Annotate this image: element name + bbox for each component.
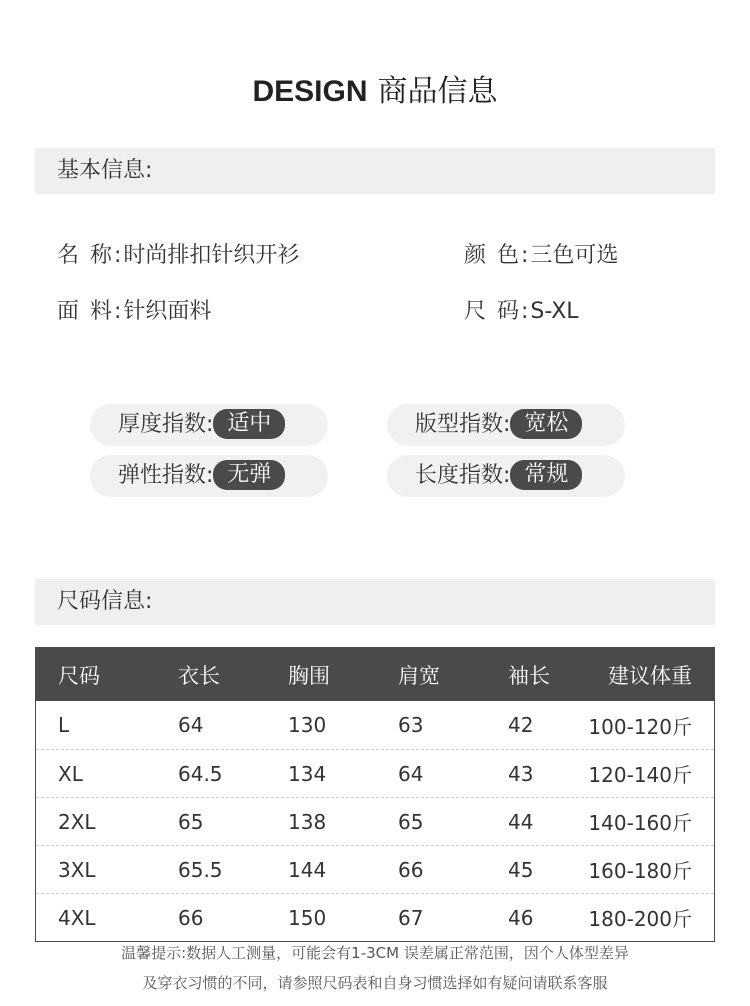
cell-bust: 144 [288,857,327,882]
cell-weight: 160-180斤 [588,859,692,883]
header-size: 尺码 [58,663,100,688]
size-info-heading: 尺码信息: [35,579,715,625]
cell-bust: 134 [288,761,327,786]
cell-shoulder: 65 [398,809,424,834]
info-size-value: S-XL [530,299,579,324]
info-name-key: 名 称: [57,243,124,268]
table-row [36,701,714,749]
index-thickness [90,404,328,446]
table-row [36,797,714,845]
info-name-value: 时尚排扣针织开衫 [123,243,300,268]
index-thickness-label: 厚度指数: [118,412,214,437]
cell-sleeve: 43 [508,761,534,786]
info-size-key: 尺 码: [464,299,531,324]
header-length: 衣长 [178,663,220,688]
cell-shoulder: 66 [398,857,424,882]
cell-weight: 120-140斤 [588,763,692,787]
index-elasticity-tag: 无弹 [213,460,285,490]
index-fit-label: 版型指数: [415,412,511,437]
title-cn: 商品信息 [377,74,498,109]
cell-size: XL [58,761,83,786]
info-color [464,238,618,269]
cell-weight: 180-200斤 [588,907,692,931]
index-length-tag: 常规 [510,460,582,490]
cell-shoulder: 63 [398,713,424,737]
cell-bust: 150 [288,905,327,930]
cell-weight: 140-160斤 [588,811,692,835]
info-fabric-value: 针织面料 [123,299,212,324]
table-row [36,749,714,797]
info-color-key: 颜 色: [464,243,531,268]
header-weight: 建议体重 [608,663,692,688]
cell-length: 65.5 [178,857,223,882]
cell-length: 66 [178,905,204,930]
note-line-1: 温馨提示:数据人工测量，可能会有1-3CM 误差属正常范围，因个人体型差异 [121,944,629,962]
info-fabric [57,294,211,325]
cell-size: L [58,713,70,737]
cell-length: 64.5 [178,761,223,786]
index-elasticity-label: 弹性指数: [118,463,214,488]
header-sleeve: 袖长 [508,663,550,688]
table-row [36,845,714,893]
cell-size: 4XL [58,905,96,930]
index-length [387,455,625,497]
index-thickness-tag: 适中 [213,409,285,439]
size-table-body [36,701,714,941]
cell-shoulder: 64 [398,761,424,786]
info-size [464,294,579,325]
cell-weight: 100-120斤 [588,714,692,739]
cell-size: 3XL [58,857,96,882]
cell-length: 64 [178,713,204,737]
size-table [35,647,715,942]
info-name [57,238,299,269]
index-elasticity [90,455,328,497]
cell-size: 2XL [58,809,96,834]
info-color-value: 三色可选 [530,243,619,268]
index-fit-tag: 宽松 [510,409,582,439]
cell-sleeve: 44 [508,809,534,834]
cell-sleeve: 45 [508,857,534,882]
info-fabric-key: 面 料: [57,299,124,324]
title-en: DESIGN [252,75,368,108]
cell-bust: 130 [288,713,327,737]
page-title [0,66,750,110]
cell-length: 65 [178,809,204,834]
cell-sleeve: 46 [508,905,534,930]
table-row [36,893,714,941]
header-bust: 胸围 [288,663,330,688]
cell-shoulder: 67 [398,905,424,930]
size-table-header [36,648,714,701]
index-length-label: 长度指数: [415,463,511,488]
index-fit [387,404,625,446]
note-line-2: 及穿衣习惯的不同，请参照尺码表和自身习惯选择如有疑问请联系客服 [142,974,608,992]
cell-sleeve: 42 [508,713,534,737]
basic-info-heading: 基本信息: [35,148,715,194]
header-shoulder: 肩宽 [398,663,440,688]
cell-bust: 138 [288,809,327,834]
